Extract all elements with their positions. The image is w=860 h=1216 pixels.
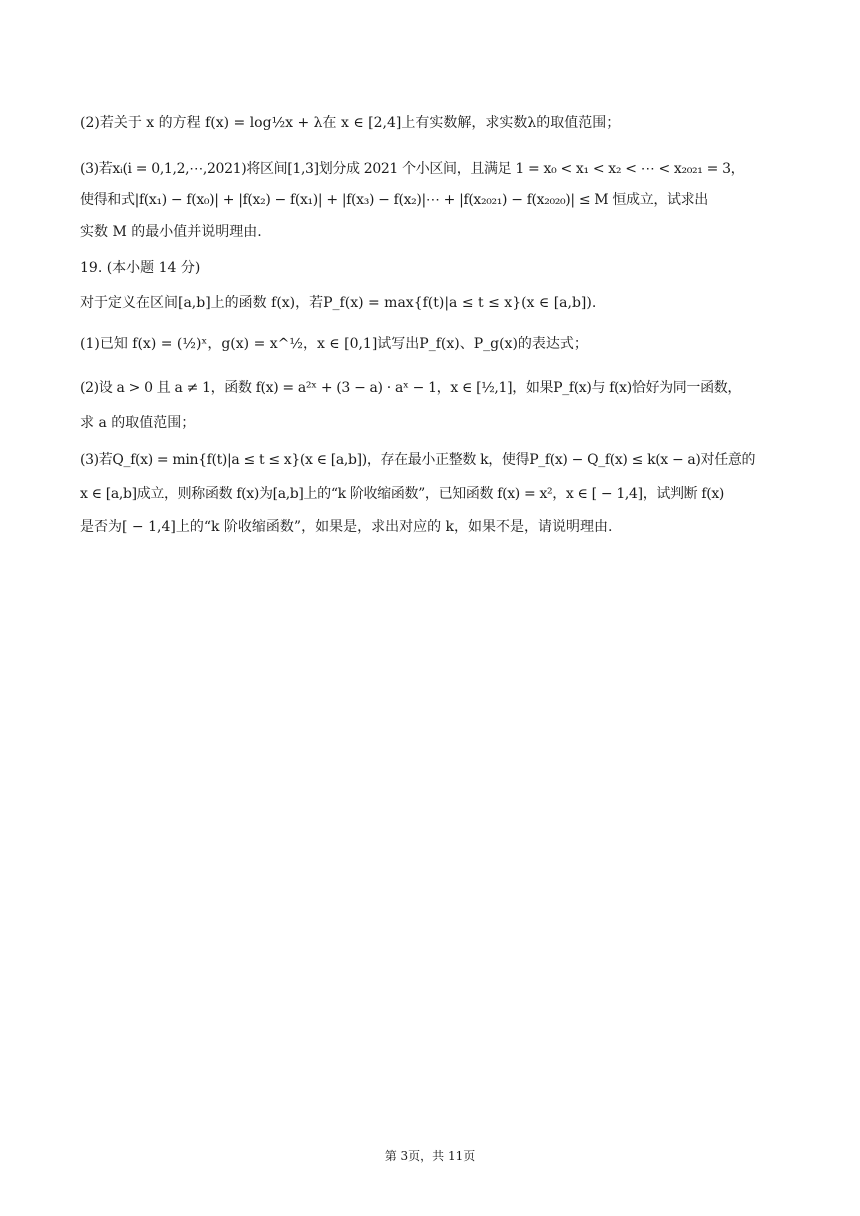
text-line: 使得和式|f(x₁) − f(x₀)| + |f(x₂) − f(x₁)| + |f(x₃) − f(x₂)|⋯ + |f(x₂₀₂₁) − f(x₂₀₂₀)| ≤ M 恒成立，试求出 [80,192,708,208]
text-line: (1)已知 f(x) = (½)ˣ，g(x) = x^½，x ∈ [0,1]试写出P_f(x)、P_g(x)的表达式； [80,336,588,352]
text-line: 对于定义在区间[a,b]上的函数 f(x)，若P_f(x) = max{f(t)|a ≤ t ≤ x}(x ∈ [a,b]). [80,295,597,311]
text-line: 实数 M 的最小值并说明理由. [80,224,262,240]
text-line: x ∈ [a,b]成立，则称函数 f(x)为[a,b]上的“k 阶收缩函数”，已知函数 f(x) = x²，x ∈ [ − 1,4]，试判断 f(x) [80,486,724,502]
page-number: 第 3页，共 11页 [384,1149,476,1163]
text-line: (3)若Q_f(x) = min{f(t)|a ≤ t ≤ x}(x ∈ [a,b])，存在最小正整数 k，使得P_f(x) − Q_f(x) ≤ k(x − a)对任意的 [80,452,756,468]
text-line: (3)若xᵢ(i = 0,1,2,⋯,2021)将区间[1,3]划分成 2021 个小区间，且满足 1 = x₀ < x₁ < x₂ < ⋯ < x₂₀₂₁ = 3， [80,161,745,177]
question-heading: 19. (本小题 14 分) [80,260,201,276]
text-line: 求 a 的取值范围； [80,415,196,431]
text-line: (2)若关于 x 的方程 f(x) = log½x + λ在 x ∈ [2,4]上有实数解，求实数λ的取值范围； [80,115,621,131]
text-line: 是否为[ − 1,4]上的“k 阶收缩函数”，如果是，求出对应的 k，如果不是，请说明理由. [80,519,613,535]
text-line: (2)设 a > 0 且 a ≠ 1，函数 f(x) = a²ˣ + (3 − a) · aˣ − 1，x ∈ [½,1]，如果P_f(x)与 f(x)恰好为同一函数， [80,380,742,396]
